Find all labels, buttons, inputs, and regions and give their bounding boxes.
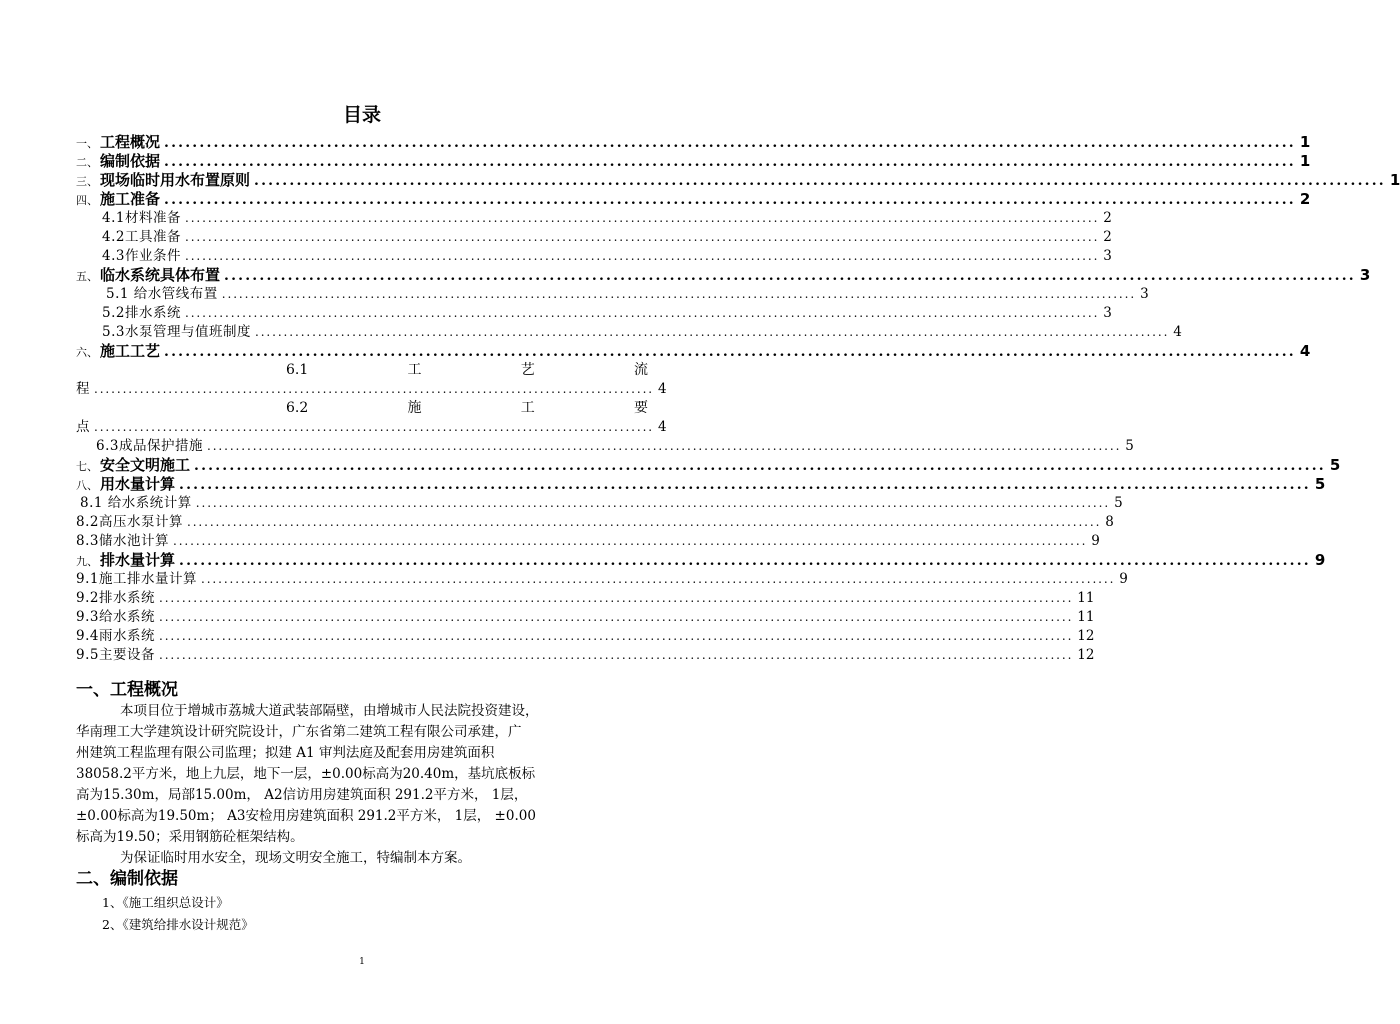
toc-entry-number: 四、 xyxy=(76,194,98,207)
toc-page-number: 12 xyxy=(1077,628,1095,644)
toc-entry-6-1-line2[interactable] xyxy=(76,380,667,399)
toc-page-number: 11 xyxy=(1077,590,1095,606)
toc-page-number: 2 xyxy=(1103,210,1112,226)
toc-entry[interactable] xyxy=(76,532,1100,551)
leader-dots: ................................................................................................................................................................ xyxy=(184,306,1100,320)
toc-entry[interactable] xyxy=(76,456,1341,475)
toc-entry[interactable] xyxy=(76,608,1095,627)
toc-entry-text: 用水量计算 xyxy=(100,475,176,493)
toc-entry-text: 4.2工具准备 xyxy=(102,229,181,245)
toc-page-number: 1 xyxy=(1389,171,1400,189)
toc-page-number: 3 xyxy=(1140,286,1149,302)
leader-dots: ................................................................................................................................................................ xyxy=(254,173,1386,189)
toc-entry-6-2-line2[interactable] xyxy=(76,418,667,437)
paragraph-line: 州建筑工程监理有限公司监理；拟建 A1 审判法庭及配套用房建筑面积 xyxy=(76,745,495,761)
toc-entry-text: 4.1材料准备 xyxy=(102,210,181,226)
toc-entry-text: 工 xyxy=(407,362,422,378)
toc-entry-text: 6.1 xyxy=(286,362,309,378)
toc-entry-text: 8.1 给水系统计算 xyxy=(80,495,192,511)
leader-dots: ................................................................................................................................................................ xyxy=(200,572,1116,586)
toc-entry-number: 三、 xyxy=(76,175,98,188)
toc-entry[interactable] xyxy=(76,152,1311,171)
section-overview-body xyxy=(76,701,656,869)
toc-page-number: 1 xyxy=(1299,152,1311,170)
leader-dots: ................................................................................................................................................................ xyxy=(164,154,1296,170)
toc-entry-text: 5.2排水系统 xyxy=(102,305,181,321)
toc-page-number: 5 xyxy=(1125,438,1134,454)
toc-entry-text: 流 xyxy=(633,362,648,378)
toc-entry-text: 9.1施工排水量计算 xyxy=(76,571,197,587)
toc-entry[interactable] xyxy=(76,570,1128,589)
leader-dots: ................................................................................................................................................................ xyxy=(254,325,1170,339)
toc-entry-text: 施 xyxy=(407,400,422,416)
toc-entry-text: 安全文明施工 xyxy=(100,456,191,474)
toc-entry-number: 九、 xyxy=(76,555,98,568)
toc-page-number: 5 xyxy=(1329,456,1341,474)
toc-page-number: 4 xyxy=(1173,324,1182,340)
toc-entry-6-2-line1[interactable] xyxy=(76,399,648,417)
leader-dots: ................................................................................................................................................................ xyxy=(158,629,1074,643)
toc-entry[interactable] xyxy=(76,171,1400,190)
toc-entry-number: 六、 xyxy=(76,346,98,359)
toc-entry-text: 艺 xyxy=(520,362,535,378)
toc-entry-number: 一、 xyxy=(76,137,98,150)
toc-page-number: 8 xyxy=(1105,514,1114,530)
section-heading-overview: 一、工程概况 xyxy=(76,680,178,700)
toc-entry-text: 9.5主要设备 xyxy=(76,647,155,663)
toc-entry-number: 七、 xyxy=(76,460,98,473)
toc-page-number: 2 xyxy=(1299,190,1311,208)
toc-page-number: 9 xyxy=(1314,551,1326,569)
section-heading-basis: 二、编制依据 xyxy=(76,869,178,889)
toc-entry-text: 6.3成品保护措施 xyxy=(96,438,203,454)
reference-item: 1、《施工组织总设计》 xyxy=(102,895,229,910)
toc-entry-text: 6.2 xyxy=(286,400,309,416)
toc-entry-text: 工 xyxy=(520,400,535,416)
toc-entry-text: 临水系统具体布置 xyxy=(100,266,221,284)
toc-entry[interactable] xyxy=(102,304,1112,323)
toc-entry-text: 8.3储水池计算 xyxy=(76,533,169,549)
leader-dots: ................................................................................................................................................................ xyxy=(194,458,1326,474)
toc-entry[interactable] xyxy=(76,513,1114,532)
leader-dots: ................................................................................................................................................................ xyxy=(206,439,1122,453)
toc-entry[interactable] xyxy=(102,323,1182,342)
toc-entry[interactable] xyxy=(80,494,1123,513)
leader-dots: ................................................................................................................................................................ xyxy=(224,268,1356,284)
toc-entry[interactable] xyxy=(76,589,1095,608)
leader-dots: ................................................................................................................................................................ xyxy=(195,496,1111,510)
toc-page-number: 2 xyxy=(1103,229,1112,245)
toc-entry-text: 施工工艺 xyxy=(100,342,161,360)
leader-dots: ................................................................................................................................................................ xyxy=(184,230,1100,244)
toc-page-number: 4 xyxy=(658,381,667,397)
paragraph-line: 高为15.30m，局部15.00m， A2信访用房建筑面积 291.2平方米， 1层， xyxy=(76,787,528,803)
toc-entry-text: 程 xyxy=(76,381,90,397)
toc-entry-text: 9.3给水系统 xyxy=(76,609,155,625)
leader-dots: ................................................................................................................................................................ xyxy=(179,553,1311,569)
toc-page-number: 12 xyxy=(1077,647,1095,663)
toc-entry[interactable] xyxy=(76,133,1311,152)
leader-dots: .................................................................................................. xyxy=(94,382,655,396)
paragraph-line: 标高为19.50；采用钢筋砼框架结构。 xyxy=(76,829,304,845)
leader-dots: ................................................................................................................................................................ xyxy=(158,648,1074,662)
toc-page-number: 9 xyxy=(1091,533,1100,549)
toc-page-number: 4 xyxy=(658,419,667,435)
page-number: 1 xyxy=(359,957,365,967)
toc-entry[interactable] xyxy=(102,209,1112,228)
toc-entry[interactable] xyxy=(102,228,1112,247)
toc-entry[interactable] xyxy=(76,190,1311,209)
toc-page-number: 3 xyxy=(1103,305,1112,321)
paragraph-line: ±0.00标高为19.50m； A3安检用房建筑面积 291.2平方米， 1层， ±0.00 xyxy=(76,808,536,824)
toc-entry-text: 现场临时用水布置原则 xyxy=(100,171,251,189)
reference-item: 2、《建筑给排水设计规范》 xyxy=(102,917,254,932)
leader-dots: ................................................................................................................................................................ xyxy=(164,135,1296,151)
toc-entry[interactable] xyxy=(76,475,1326,494)
toc-page-number: 1 xyxy=(1299,133,1311,151)
toc-page-number: 4 xyxy=(1299,342,1311,360)
leader-dots: ................................................................................................................................................................ xyxy=(164,344,1296,360)
leader-dots: ................................................................................................................................................................ xyxy=(172,534,1088,548)
toc-page-number: 11 xyxy=(1077,609,1095,625)
toc-entry[interactable] xyxy=(76,551,1326,570)
toc-entry-text: 排水量计算 xyxy=(100,551,176,569)
toc-entry-text: 5.3水泵管理与值班制度 xyxy=(102,324,251,340)
toc-entry-text: 9.4雨水系统 xyxy=(76,628,155,644)
toc-page-number: 9 xyxy=(1119,571,1128,587)
leader-dots: ................................................................................................................................................................ xyxy=(158,610,1074,624)
toc-page-number: 5 xyxy=(1114,495,1123,511)
toc-entry-number: 二、 xyxy=(76,156,98,169)
leader-dots: ................................................................................................................................................................ xyxy=(164,192,1296,208)
toc-entry[interactable] xyxy=(76,266,1371,285)
toc-entry-text: 5.1 给水管线布置 xyxy=(106,286,218,302)
toc-entry-number: 五、 xyxy=(76,270,98,283)
toc-page-number: 3 xyxy=(1103,248,1112,264)
toc-entry[interactable] xyxy=(76,627,1095,646)
paragraph-line: 本项目位于增城市荔城大道武装部隔壁，由增城市人民法院投资建设， xyxy=(120,703,539,719)
paragraph-line: 38058.2平方米，地上九层，地下一层，±0.00标高为20.40m，基坑底板标 xyxy=(76,766,536,782)
toc-entry-text: 9.2排水系统 xyxy=(76,590,155,606)
toc-entry-text: 要 xyxy=(633,400,648,416)
paragraph-line: 华南理工大学建筑设计研究院设计，广东省第二建筑工程有限公司承建，广 xyxy=(76,724,522,740)
toc-entry-6-1-line1[interactable] xyxy=(76,361,648,379)
leader-dots: ................................................................................................................................................................ xyxy=(186,515,1102,529)
toc-page-number: 3 xyxy=(1359,266,1371,284)
toc-entry[interactable] xyxy=(76,342,1311,361)
toc-entry-text: 8.2高压水泵计算 xyxy=(76,514,183,530)
toc-entry-number: 八、 xyxy=(76,479,98,492)
leader-dots: ................................................................................................................................................................ xyxy=(221,287,1137,301)
toc-entry[interactable] xyxy=(96,437,1134,456)
leader-dots: ................................................................................................................................................................ xyxy=(179,477,1311,493)
toc-title: 目录 xyxy=(342,104,381,126)
toc-entry-text: 编制依据 xyxy=(100,152,161,170)
leader-dots: ................................................................................................................................................................ xyxy=(184,211,1100,225)
leader-dots: .................................................................................................. xyxy=(94,420,655,434)
leader-dots: ................................................................................................................................................................ xyxy=(184,249,1100,263)
paragraph-line: 为保证临时用水安全，现场文明安全施工，特编制本方案。 xyxy=(120,850,471,866)
toc-entry[interactable] xyxy=(102,247,1112,266)
toc-page-number: 5 xyxy=(1314,475,1326,493)
toc-entry-text: 施工准备 xyxy=(100,190,161,208)
toc-entry[interactable] xyxy=(106,285,1149,304)
toc-entry[interactable] xyxy=(76,646,1095,665)
toc-entry-text: 4.3作业条件 xyxy=(102,248,181,264)
toc-entry-text: 点 xyxy=(76,419,90,435)
leader-dots: ................................................................................................................................................................ xyxy=(158,591,1074,605)
toc-entry-text: 工程概况 xyxy=(100,133,161,151)
